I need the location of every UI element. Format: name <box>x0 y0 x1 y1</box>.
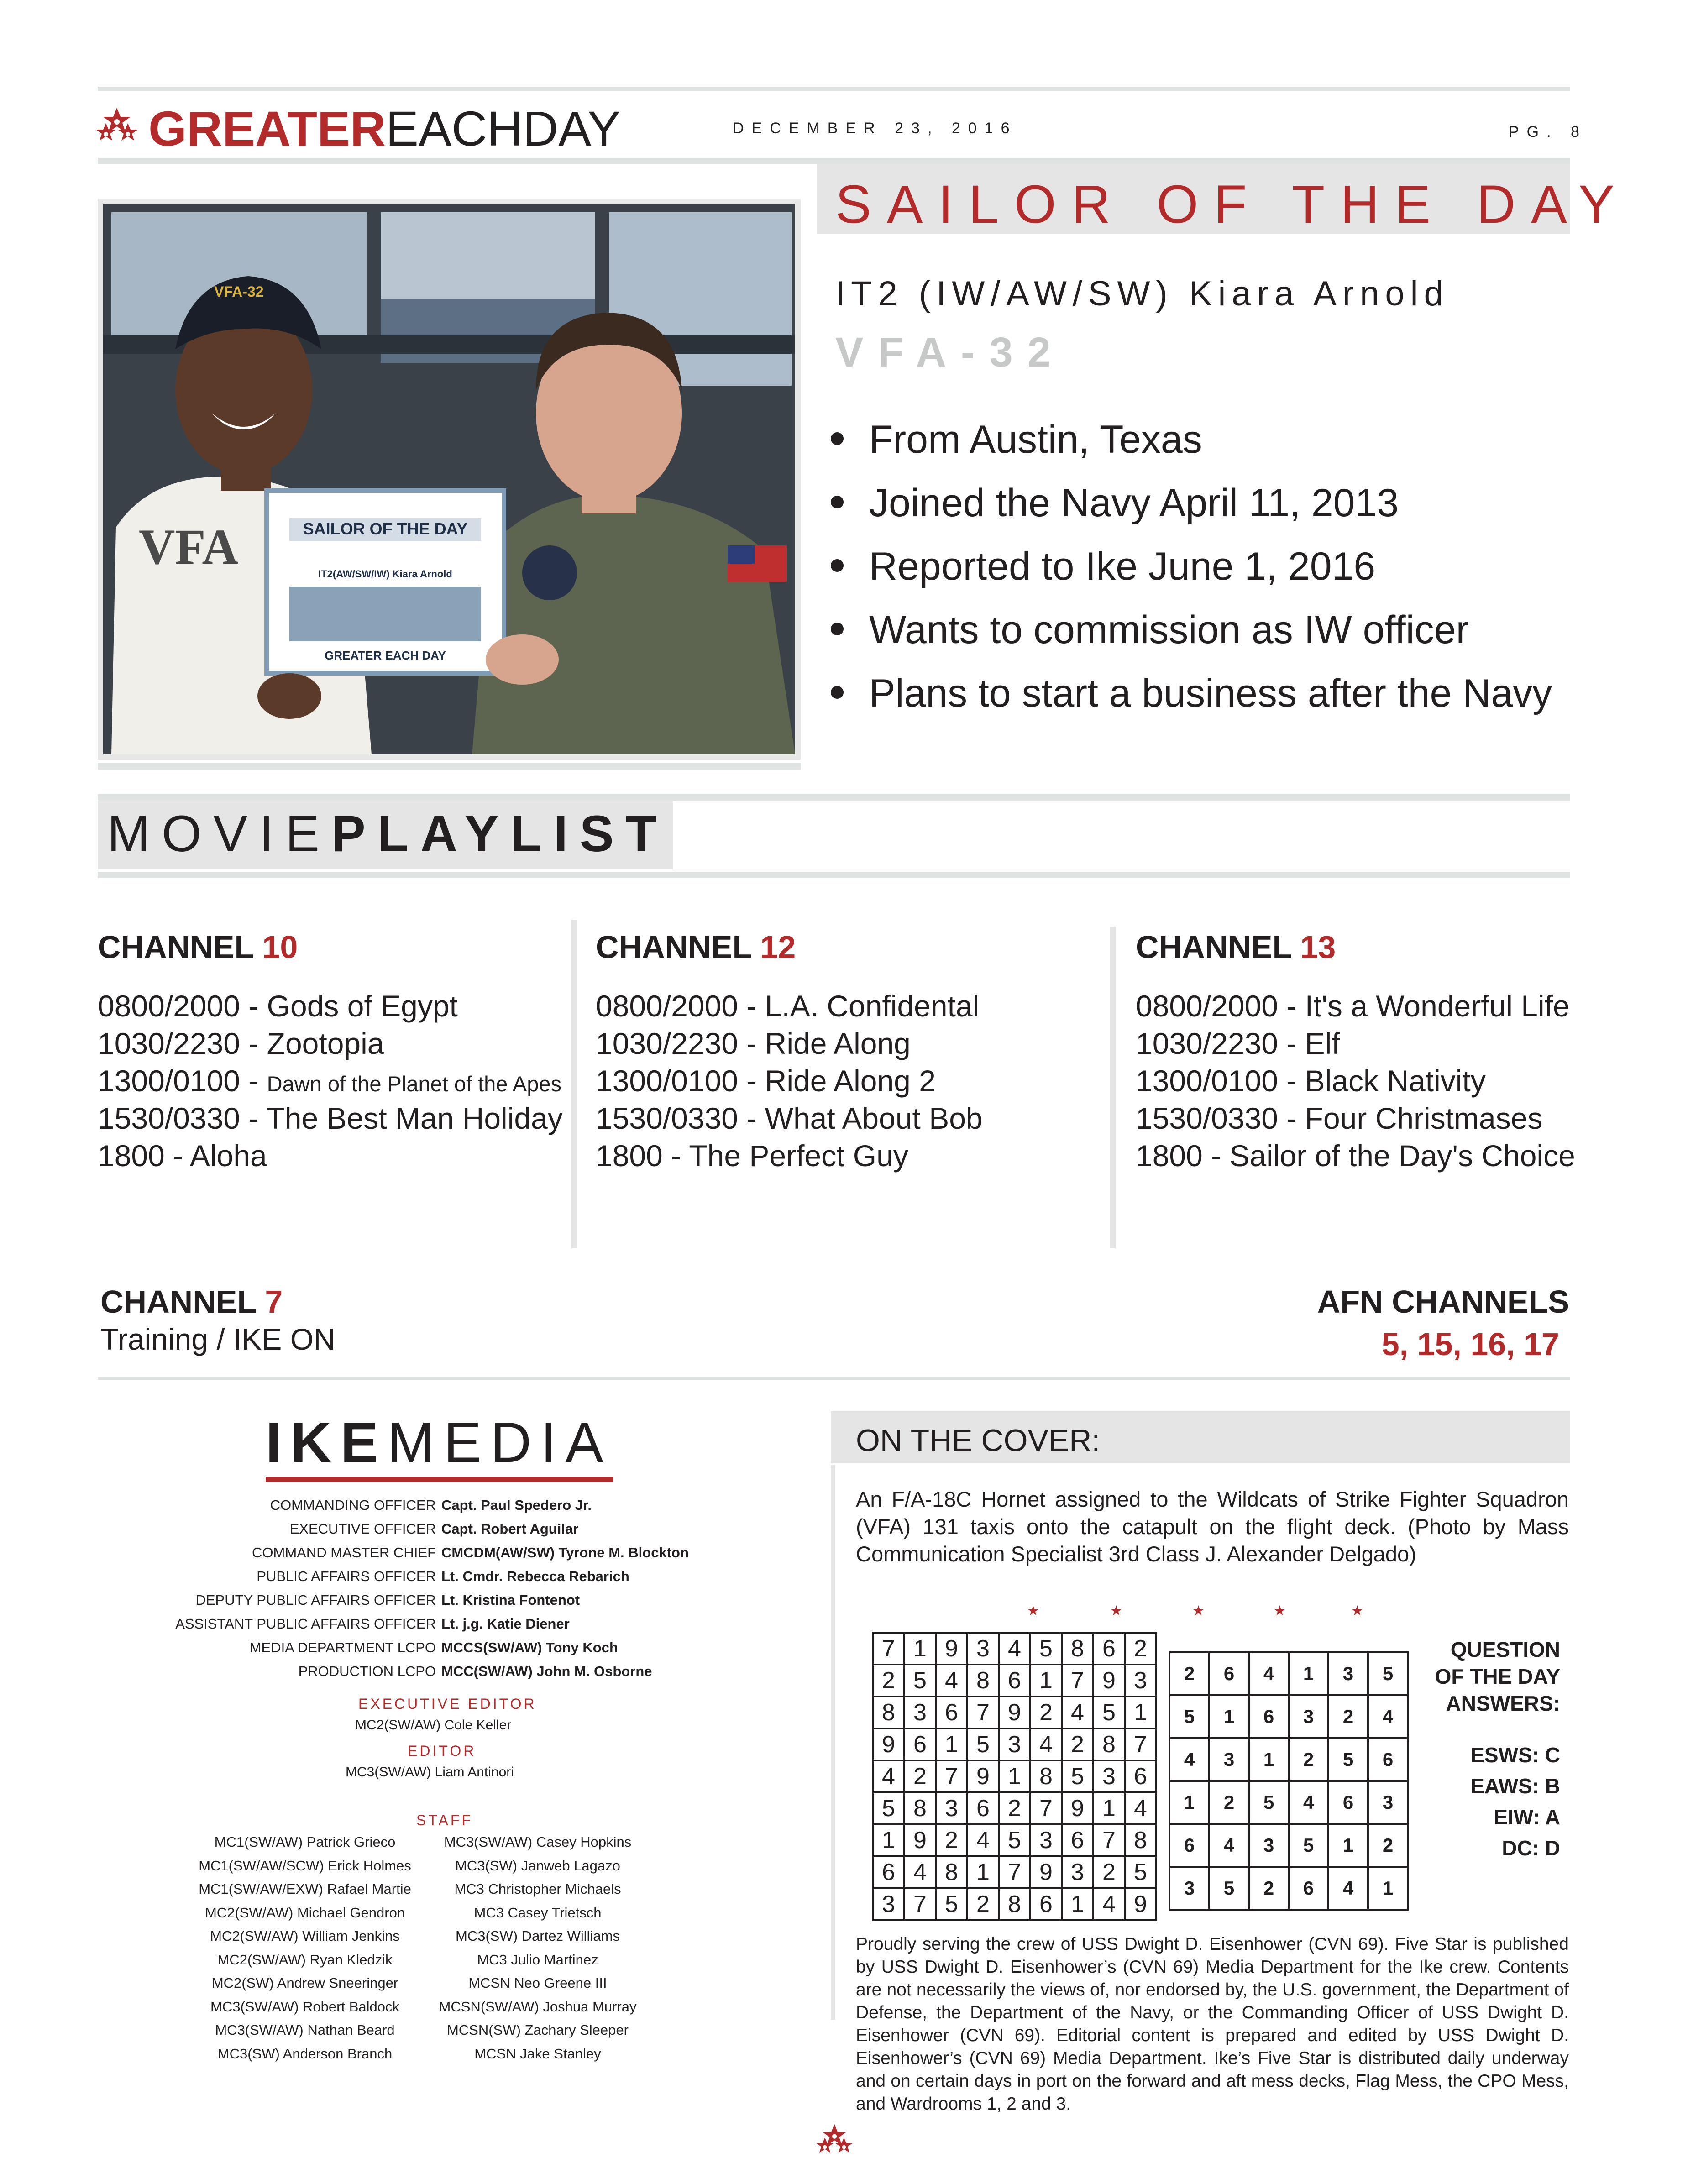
grid-cell: 3 <box>936 1792 967 1824</box>
showtime: 0800/2000 <box>596 989 738 1023</box>
showtime: 1800 <box>98 1139 165 1173</box>
grid-cell: 6 <box>1169 1824 1209 1867</box>
staff-member: MC3 Casey Trietsch <box>474 1904 602 1921</box>
grid-cell: 1 <box>1289 1652 1328 1695</box>
grid-cell: 8 <box>999 1888 1030 1920</box>
certificate-name: IT2(AW/SW/IW) Kiara Arnold <box>318 568 452 580</box>
grid-cell: 8 <box>936 1856 967 1888</box>
star-icon: ★ <box>1274 1603 1286 1618</box>
movie-title: The Perfect Guy <box>689 1139 908 1173</box>
certificate-title: SAILOR OF THE DAY <box>303 519 468 538</box>
title-ike: IKE <box>266 1411 388 1474</box>
grid-cell: 5 <box>1030 1633 1062 1665</box>
grid-cell: 8 <box>1125 1824 1156 1856</box>
showtime: 1030/2230 <box>596 1027 738 1060</box>
grid-cell: 1 <box>936 1728 967 1760</box>
grid-cell: 8 <box>904 1792 936 1824</box>
grid-cell: 5 <box>967 1728 999 1760</box>
masthead-logo <box>148 101 621 156</box>
grid-row <box>1169 1824 1408 1867</box>
grid-cell: 8 <box>873 1697 904 1728</box>
showtime: 1300/0100 <box>98 1064 240 1098</box>
grid-cell: 3 <box>904 1697 936 1728</box>
masthead-role-name: Capt. Robert Aguilar <box>441 1521 579 1537</box>
grid-cell: 1 <box>904 1633 936 1665</box>
grid-cell: 5 <box>1093 1697 1125 1728</box>
grid-cell: 2 <box>1169 1652 1209 1695</box>
channel-13-schedule <box>1136 987 1575 1174</box>
grid-cell: 4 <box>1030 1728 1062 1760</box>
grid-cell: 2 <box>1062 1728 1093 1760</box>
fact-text: From Austin, Texas <box>869 418 1202 461</box>
schedule-item: 1300/0100 - Ride Along 2 <box>596 1064 936 1098</box>
cap-text: VFA-32 <box>214 283 264 300</box>
grid-cell: 6 <box>904 1728 936 1760</box>
grid-cell: 6 <box>1368 1738 1408 1781</box>
staff-member: MC2(SW) Andrew Sneeringer <box>211 1975 398 1991</box>
masthead-role-title: PUBLIC AFFAIRS OFFICER <box>257 1568 436 1584</box>
grid-cell: 9 <box>1062 1792 1093 1824</box>
puzzle-answer-grid <box>1169 1651 1409 1911</box>
stars-footer-icon <box>816 2123 853 2162</box>
grid-cell: 4 <box>999 1633 1030 1665</box>
masthead-role-title: COMMAND MASTER CHIEF <box>252 1545 436 1561</box>
grid-cell: 6 <box>1125 1760 1156 1792</box>
grid-cell: 7 <box>999 1856 1030 1888</box>
grid-cell: 3 <box>1289 1695 1328 1738</box>
grid-cell: 9 <box>873 1728 904 1760</box>
showtime: 1800 <box>1136 1139 1203 1173</box>
fact-item <box>831 420 1552 483</box>
certificate-footer: GREATER EACH DAY <box>325 649 446 662</box>
channel-12-heading <box>596 929 796 965</box>
sailor-facts-list <box>831 420 1552 737</box>
page-number: PG. 8 <box>1509 123 1587 141</box>
column-divider <box>571 920 577 1248</box>
qotd-answer: EIW: A <box>1494 1805 1560 1829</box>
grid-cell: 2 <box>1093 1856 1125 1888</box>
grid-cell: 9 <box>967 1760 999 1792</box>
grid-cell: 2 <box>1289 1738 1328 1781</box>
grid-cell: 3 <box>1368 1781 1408 1824</box>
movie-title: Black Nativity <box>1305 1064 1486 1098</box>
schedule-item: 1530/0330 - Four Christmases <box>1136 1101 1543 1135</box>
schedule-item: 1030/2230 - Elf <box>1136 1027 1340 1060</box>
grid-cell: 1 <box>1125 1697 1156 1728</box>
staff-member: MCSN(SW) Zachary Sleeper <box>447 2022 629 2038</box>
grid-row <box>873 1760 1156 1792</box>
channel-label: CHANNEL <box>100 1284 256 1320</box>
staff-member: MC1(SW/AW/EXW) Rafael Martie <box>199 1881 411 1897</box>
movie-title: Four Christmases <box>1305 1101 1543 1135</box>
grid-cell: 2 <box>999 1792 1030 1824</box>
grid-cell: 8 <box>1093 1728 1125 1760</box>
grid-row <box>873 1792 1156 1824</box>
sudoku-answer-grid <box>872 1632 1157 1921</box>
grid-cell: 4 <box>967 1824 999 1856</box>
grid-cell: 2 <box>936 1824 967 1856</box>
editor-label: EDITOR <box>408 1743 477 1759</box>
star-icon: ★ <box>1110 1603 1122 1618</box>
showtime: 1530/0330 <box>1136 1101 1278 1135</box>
movie-title: Aloha <box>189 1139 267 1173</box>
schedule-item: 1030/2230 - Ride Along <box>596 1027 911 1060</box>
qotd-answer: ESWS: C <box>1470 1743 1560 1767</box>
staff-member: MC2(SW/AW) Ryan Kledzik <box>217 1951 393 1968</box>
grid-cell: 2 <box>904 1760 936 1792</box>
masthead-role-title: EXECUTIVE OFFICER <box>289 1521 436 1537</box>
grid-cell: 1 <box>1249 1738 1289 1781</box>
grid-row <box>873 1697 1156 1728</box>
grid-cell: 7 <box>904 1888 936 1920</box>
grid-cell: 1 <box>1169 1781 1209 1824</box>
staff-member: MC1(SW/AW/SCW) Erick Holmes <box>199 1857 411 1874</box>
staff-member: MCSN Neo Greene III <box>468 1975 607 1991</box>
afn-channels-numbers: 5, 15, 16, 17 <box>1381 1326 1559 1362</box>
grid-cell: 4 <box>904 1856 936 1888</box>
masthead-role-name: Lt. j.g. Katie Diener <box>441 1616 570 1632</box>
showtime: 1800 <box>596 1139 663 1173</box>
schedule-item: 1530/0330 - The Best Man Holiday <box>98 1101 563 1135</box>
grid-cell: 2 <box>1368 1824 1408 1867</box>
shirt-text: VFA <box>139 519 238 575</box>
executive-editor-label: EXECUTIVE EDITOR <box>358 1696 537 1712</box>
grid-cell: 4 <box>1209 1824 1249 1867</box>
fact-item <box>831 547 1552 610</box>
grid-cell: 6 <box>1030 1888 1062 1920</box>
ike-media-title <box>266 1410 612 1475</box>
showtime: 1030/2230 <box>1136 1027 1278 1060</box>
qotd-answer: DC: D <box>1502 1836 1560 1860</box>
grid-cell: 5 <box>904 1665 936 1697</box>
grid-row <box>1169 1695 1408 1738</box>
grid-cell: 7 <box>936 1760 967 1792</box>
channel-number: 10 <box>262 929 298 965</box>
channel-number: 7 <box>265 1284 283 1320</box>
grid-cell: 4 <box>1093 1888 1125 1920</box>
schedule-item: 0800/2000 - L.A. Confidental <box>596 989 980 1023</box>
grid-cell: 1 <box>999 1760 1030 1792</box>
grid-cell: 4 <box>1249 1652 1289 1695</box>
grid-cell: 3 <box>1209 1738 1249 1781</box>
top-rule <box>98 87 1570 91</box>
movie-title: Zootopia <box>267 1027 384 1060</box>
masthead-role-title: COMMANDING OFFICER <box>270 1497 436 1513</box>
staff-member: MCSN(SW/AW) Joshua Murray <box>439 1998 637 2015</box>
channel-label: CHANNEL <box>1136 929 1291 965</box>
movie-title: The Best Man Holiday <box>266 1101 563 1135</box>
grid-cell: 8 <box>1030 1760 1062 1792</box>
masthead-role-name: Lt. Kristina Fontenot <box>441 1592 580 1608</box>
grid-cell: 7 <box>967 1697 999 1728</box>
grid-cell: 5 <box>1209 1867 1249 1910</box>
grid-cell: 4 <box>1169 1738 1209 1781</box>
grid-cell: 6 <box>936 1697 967 1728</box>
grid-cell: 2 <box>873 1665 904 1697</box>
grid-cell: 9 <box>1125 1888 1156 1920</box>
sailor-of-the-day-title: SAILOR OF THE DAY <box>835 174 1630 235</box>
grid-cell: 5 <box>1249 1781 1289 1824</box>
staff-member: MC3(SW) Dartez Williams <box>456 1928 620 1944</box>
staff-member: MC3(SW/AW) Nathan Beard <box>215 2022 395 2038</box>
grid-cell: 3 <box>1030 1824 1062 1856</box>
channel-7-description: Training / IKE ON <box>100 1322 336 1356</box>
masthead-role-title: MEDIA DEPARTMENT LCPO <box>249 1639 436 1655</box>
stars-logo-icon <box>96 107 138 151</box>
grid-cell: 9 <box>1093 1665 1125 1697</box>
masthead-role-name: MCCS(SW/AW) Tony Koch <box>441 1639 618 1655</box>
masthead-role-name: Lt. Cmdr. Rebecca Rebarich <box>441 1568 629 1584</box>
grid-cell: 7 <box>1062 1665 1093 1697</box>
grid-cell: 5 <box>1062 1760 1093 1792</box>
channel-10-schedule <box>98 987 563 1174</box>
staff-member: MC1(SW/AW) Patrick Grieco <box>214 1834 396 1850</box>
masthead-role-title: PRODUCTION LCPO <box>298 1663 436 1679</box>
channel-7-heading <box>100 1283 283 1320</box>
grid-cell: 2 <box>967 1888 999 1920</box>
grid-cell: 9 <box>1030 1856 1062 1888</box>
staff-member: MC3 Julio Martinez <box>477 1951 598 1968</box>
grid-cell: 3 <box>967 1633 999 1665</box>
showtime: 0800/2000 <box>1136 989 1278 1023</box>
schedule-item: 1530/0330 - What About Bob <box>596 1101 983 1135</box>
title-movie: MOVIE <box>107 805 331 862</box>
schedule-item: 0800/2000 - Gods of Egypt <box>98 989 458 1023</box>
bullet-icon <box>831 496 844 508</box>
movie-title: It's a Wonderful Life <box>1305 989 1570 1023</box>
grid-cell: 6 <box>1289 1867 1328 1910</box>
staff-member: MCSN Jake Stanley <box>474 2045 601 2062</box>
showtime: 1030/2230 <box>98 1027 240 1060</box>
grid-cell: 5 <box>999 1824 1030 1856</box>
movie-title: L.A. Confidental <box>765 989 980 1023</box>
movie-title: Ride Along 2 <box>765 1064 936 1098</box>
grid-row <box>873 1633 1156 1665</box>
grid-row <box>873 1888 1156 1920</box>
grid-cell: 2 <box>1249 1867 1289 1910</box>
staff-member: MC3 Christopher Michaels <box>454 1881 621 1897</box>
cover-caption: An F/A-18C Hornet assigned to the Wildcats of Strike Fighter Squadron (VFA) 131 taxis onto the catapult on the flight deck. (Photo by Mass Communication Specialist 3rd Class J. Alexander Delgado) <box>856 1487 1569 1566</box>
grid-cell: 3 <box>999 1728 1030 1760</box>
grid-cell: 6 <box>967 1792 999 1824</box>
grid-cell: 5 <box>1289 1824 1328 1867</box>
movie-title: Ride Along <box>765 1027 911 1060</box>
grid-cell: 5 <box>1368 1652 1408 1695</box>
sailor-name: IT2 (IW/AW/SW) Kiara Arnold <box>835 274 1449 313</box>
grid-cell: 6 <box>1062 1824 1093 1856</box>
grid-cell: 3 <box>1125 1665 1156 1697</box>
schedule-item: 1300/0100 - Black Nativity <box>1136 1064 1486 1098</box>
grid-cell: 9 <box>936 1633 967 1665</box>
grid-cell: 3 <box>873 1888 904 1920</box>
staff-member: MC3(SW/AW) Robert Baldock <box>210 1998 399 2015</box>
title-media: MEDIA <box>387 1411 613 1474</box>
executive-editor-name: MC2(SW/AW) Cole Keller <box>355 1718 512 1733</box>
channel-10-heading <box>98 929 298 965</box>
cover-divider <box>831 1465 835 2020</box>
logo-each-day: EACHDAY <box>386 101 621 156</box>
logo-greater: GREATER <box>148 101 386 156</box>
fact-text: Joined the Navy April 11, 2013 <box>869 481 1399 525</box>
grid-cell: 1 <box>1062 1888 1093 1920</box>
grid-cell: 9 <box>999 1697 1030 1728</box>
schedule-item: 0800/2000 - It's a Wonderful Life <box>1136 989 1570 1023</box>
grid-cell: 1 <box>1368 1867 1408 1910</box>
grid-cell: 3 <box>1169 1867 1209 1910</box>
grid-cell: 1 <box>967 1856 999 1888</box>
staff-member: MC3(SW/AW) Casey Hopkins <box>444 1834 632 1850</box>
staff-member: MC3(SW) Anderson Branch <box>217 2045 393 2062</box>
grid-cell: 4 <box>1062 1697 1093 1728</box>
schedule-item: 1800 - Sailor of the Day's Choice <box>1136 1139 1575 1173</box>
grid-cell: 2 <box>1125 1633 1156 1665</box>
grid-cell: 4 <box>936 1665 967 1697</box>
afn-channels-heading: AFN CHANNELS <box>1317 1284 1569 1320</box>
grid-cell: 4 <box>1125 1792 1156 1824</box>
grid-row <box>1169 1652 1408 1695</box>
fact-item <box>831 610 1552 674</box>
grid-cell: 5 <box>873 1792 904 1824</box>
fact-text: Reported to Ike June 1, 2016 <box>869 545 1376 588</box>
staff-label: STAFF <box>416 1812 473 1828</box>
grid-cell: 3 <box>1328 1652 1368 1695</box>
grid-cell: 7 <box>873 1633 904 1665</box>
showtime: 1530/0330 <box>596 1101 738 1135</box>
movie-playlist-title <box>107 804 669 863</box>
grid-cell: 3 <box>1249 1824 1289 1867</box>
grid-cell: 6 <box>1328 1781 1368 1824</box>
grid-cell: 5 <box>1125 1856 1156 1888</box>
grid-row <box>1169 1738 1408 1781</box>
grid-cell: 1 <box>1093 1792 1125 1824</box>
showtime: 0800/2000 <box>98 989 240 1023</box>
grid-cell: 1 <box>1328 1824 1368 1867</box>
grid-cell: 5 <box>1169 1695 1209 1738</box>
schedule-item: 1800 - The Perfect Guy <box>596 1139 908 1173</box>
showtime: 1530/0330 <box>98 1101 240 1135</box>
channel-label: CHANNEL <box>596 929 751 965</box>
showtime: 1300/0100 <box>596 1064 738 1098</box>
grid-cell: 4 <box>1328 1867 1368 1910</box>
grid-cell: 1 <box>873 1824 904 1856</box>
editor-name: MC3(SW/AW) Liam Antinori <box>346 1765 514 1780</box>
grid-cell: 8 <box>1062 1633 1093 1665</box>
sailor-unit: VFA-32 <box>835 329 1065 376</box>
showtime: 1300/0100 <box>1136 1064 1278 1098</box>
masthead-role-name: CMCDM(AW/SW) Tyrone M. Blockton <box>441 1545 689 1561</box>
staff-member: MC2(SW/AW) Michael Gendron <box>204 1904 405 1921</box>
masthead-role-name: MCC(SW/AW) John M. Osborne <box>441 1663 652 1679</box>
grid-cell: 4 <box>1289 1781 1328 1824</box>
grid-cell: 6 <box>1209 1652 1249 1695</box>
grid-cell: 8 <box>967 1665 999 1697</box>
bullet-icon <box>831 559 844 572</box>
channel-label: CHANNEL <box>98 929 253 965</box>
grid-cell: 6 <box>1093 1633 1125 1665</box>
grid-cell: 6 <box>999 1665 1030 1697</box>
channel-number: 13 <box>1300 929 1336 965</box>
grid-cell: 4 <box>1368 1695 1408 1738</box>
grid-cell: 7 <box>1125 1728 1156 1760</box>
playlist-bottom-rule <box>98 872 1570 878</box>
qotd-title: QUESTION OF THE DAY ANSWERS: <box>1435 1638 1560 1715</box>
grid-cell: 3 <box>1062 1856 1093 1888</box>
grid-cell: 9 <box>904 1824 936 1856</box>
section-rule <box>98 1377 1570 1380</box>
grid-row <box>1169 1781 1408 1824</box>
schedule-item: 1030/2230 - Zootopia <box>98 1027 384 1060</box>
star-icon: ★ <box>1192 1603 1205 1618</box>
issue-date: DECEMBER 23, 2016 <box>733 120 1017 137</box>
ike-media-underline <box>266 1477 613 1482</box>
channel-13-heading <box>1136 929 1336 965</box>
grid-cell: 3 <box>1093 1760 1125 1792</box>
fact-text: Wants to commission as IW officer <box>869 608 1469 652</box>
title-playlist: PLAYLIST <box>331 805 669 862</box>
staff-member: MC2(SW/AW) William Jenkins <box>210 1928 400 1944</box>
grid-cell: 6 <box>1249 1695 1289 1738</box>
fact-text: Plans to start a business after the Navy <box>869 671 1552 715</box>
bullet-icon <box>831 432 844 445</box>
masthead-role-title: ASSISTANT PUBLIC AFFAIRS OFFICER <box>175 1616 436 1632</box>
star-icon: ★ <box>1351 1603 1363 1618</box>
grid-cell: 7 <box>1093 1824 1125 1856</box>
movie-title: Gods of Egypt <box>267 989 458 1023</box>
bullet-icon <box>831 623 844 635</box>
grid-cell: 2 <box>1030 1697 1062 1728</box>
star-icon: ★ <box>1027 1603 1039 1618</box>
qotd-answer: EAWS: B <box>1470 1774 1560 1798</box>
grid-row <box>873 1665 1156 1697</box>
movie-title: What About Bob <box>765 1101 983 1135</box>
grid-cell: 1 <box>1209 1695 1249 1738</box>
grid-cell: 2 <box>1209 1781 1249 1824</box>
grid-row <box>873 1824 1156 1856</box>
channel-number: 12 <box>760 929 796 965</box>
grid-cell: 4 <box>873 1760 904 1792</box>
schedule-item: 1300/0100 - Dawn of the Planet of the Apes <box>98 1064 562 1098</box>
fact-item <box>831 671 1552 737</box>
sailor-photo <box>98 199 801 760</box>
schedule-item: 1800 - Aloha <box>98 1139 267 1173</box>
channel-12-schedule <box>596 987 983 1174</box>
grid-row <box>873 1856 1156 1888</box>
grid-cell: 2 <box>1328 1695 1368 1738</box>
movie-title: Elf <box>1305 1027 1340 1060</box>
movie-title: Dawn of the Planet of the Apes <box>267 1072 562 1096</box>
photo-rule <box>98 763 801 770</box>
grid-cell: 1 <box>1030 1665 1062 1697</box>
playlist-top-rule <box>98 794 1570 801</box>
bullet-icon <box>831 686 844 699</box>
masthead-role-name: Capt. Paul Spedero Jr. <box>441 1497 592 1513</box>
fact-item <box>831 483 1552 547</box>
grid-cell: 6 <box>873 1856 904 1888</box>
grid-cell: 7 <box>1030 1792 1062 1824</box>
header-rule <box>98 158 1570 164</box>
staff-member: MC3(SW) Janweb Lagazo <box>455 1857 620 1874</box>
on-the-cover-title: ON THE COVER: <box>856 1423 1101 1458</box>
grid-row <box>873 1728 1156 1760</box>
grid-cell: 5 <box>936 1888 967 1920</box>
publication-disclaimer: Proudly serving the crew of USS Dwight D. Eisenhower (CVN 69). Five Star is published by USS Dwight D. Eisenhower’s (CVN 69) Media Department for the Ike crew. Contents are not necessarily the views of, nor endorsed by, the U.S. government, the Department of Defense, the Department of the Navy, or the Commanding Officer of USS Dwight D. Eisenhower (CVN 69). Editorial content is prepared and edited by USS Dwight D. Eisenhower’s (CVN 69) Media Department. Ike’s Five Star is distributed daily underway and on certain days in port on the forward and aft mess decks, Flag Mess, the CPO Mess, and Wardrooms 1, 2 and 3. <box>856 1934 1569 2114</box>
column-divider <box>1110 927 1116 1248</box>
masthead-role-title: DEPUTY PUBLIC AFFAIRS OFFICER <box>195 1592 436 1608</box>
grid-row <box>1169 1867 1408 1910</box>
grid-cell: 5 <box>1328 1738 1368 1781</box>
movie-title: Sailor of the Day's Choice <box>1229 1139 1575 1173</box>
